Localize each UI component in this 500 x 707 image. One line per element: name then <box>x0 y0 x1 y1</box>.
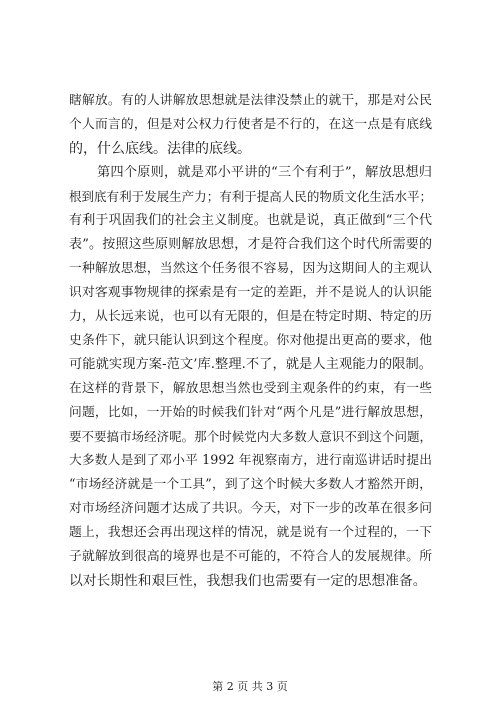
body-text <box>69 89 432 593</box>
text-line: 可能就实现方案-范文’库.整理.不了，就是人主观能力的限制。 <box>69 357 432 372</box>
text-line: 问题，比如，一开始的时候我们针对“两个凡是”进行解放思想， <box>69 405 432 420</box>
text-line: 在这样的背景下，解放思想当然也受到主观条件的约束，有一些 <box>69 381 432 396</box>
text-line: 要不要搞市场经济呢。那个时候党内大多数人意识不到这个问题， <box>69 429 432 444</box>
text-line: 识对客观事物规律的探索是有一定的差距，并不是说人的认识能 <box>69 285 432 300</box>
text-line: “市场经济就是一个工具”，到了这个时候大多数人才豁然开朗， <box>69 477 432 492</box>
text-line: 一种解放思想，当然这个任务很不容易，因为这期间人的主观认 <box>69 261 432 276</box>
paragraph-first-line: 第四个原则，就是邓小平讲的“三个有利于”，解放思想归 <box>97 165 432 180</box>
text-line: 题上，我想还会再出现这样的情况，就是说有一个过程的，一下 <box>69 525 432 540</box>
text-line: 瞎解放。有的人讲解放思想就是法律没禁止的就干，那是对公民 <box>69 93 432 108</box>
text-line: 表”。按照这些原则解放思想，才是符合我们这个时代所需要的 <box>69 237 432 252</box>
text-line: 史条件下，就只能认识到这个程度。你对他提出更高的要求，他 <box>69 333 432 348</box>
text-line: 根到底有利于发展生产力；有利于提高人民的物质文化生活水平； <box>69 189 432 204</box>
text-line: 子就解放到很高的境界也是不可能的，不符合人的发展规律。所 <box>69 549 432 564</box>
text-line: 对市场经济问题才达成了共识。今天，对下一步的改革在很多问 <box>69 501 432 516</box>
text-line: 大多数人是到了邓小平 1992 年视察南方，进行南巡讲话时提出 <box>69 453 432 468</box>
text-line: 的，什么底线。法律的底线。 <box>69 141 251 157</box>
text-line: 个人而言的，但是对公权力行使者是不行的，在这一点是有底线 <box>69 117 432 132</box>
text-line: 以对长期性和艰巨性，我想我们也需要有一定的思想准备。 <box>69 573 427 589</box>
text-line: 力，从长远来说，也可以有无限的，但是在特定时期、特定的历 <box>69 309 432 324</box>
text-line: 有利于巩固我们的社会主义制度。也就是说，真正做到“三个代 <box>69 213 432 228</box>
page-number-footer: 第 2 页 共 3 页 <box>212 680 288 693</box>
